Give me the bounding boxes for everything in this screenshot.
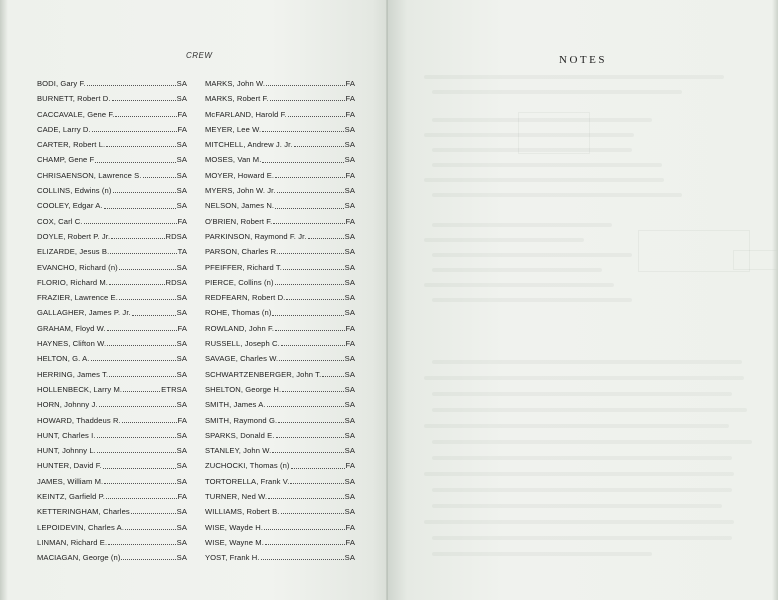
crew-name: PIERCE, Collins (n)	[205, 277, 274, 287]
show-through-line	[432, 163, 662, 167]
crew-entry	[37, 198, 187, 213]
dot-leader	[272, 452, 343, 453]
show-through-line	[424, 376, 744, 380]
crew-name: MARKS, Robert F.	[205, 94, 269, 104]
dot-leader	[109, 284, 164, 285]
show-through-line	[432, 440, 752, 444]
dot-leader	[125, 529, 176, 530]
crew-name: CHRISAENSON, Lawrence S.	[37, 170, 142, 180]
dot-leader	[91, 360, 176, 361]
crew-entry	[37, 367, 187, 382]
crew-entry	[37, 290, 187, 305]
crew-name: HOLLENBECK, Larry M.	[37, 384, 123, 394]
dot-leader	[132, 315, 176, 316]
crew-entry	[205, 367, 355, 382]
crew-rating: SA	[344, 140, 355, 150]
crew-name: HERRING, James T.	[37, 369, 109, 379]
crew-entry	[37, 458, 187, 473]
dot-leader	[322, 376, 343, 377]
dot-leader	[92, 131, 177, 132]
show-through-line	[424, 520, 734, 524]
show-through-box	[518, 112, 590, 154]
crew-rating: SA	[176, 461, 187, 471]
crew-name: FRAZIER, Lawrence E.	[37, 293, 118, 303]
crew-rating: SA	[176, 186, 187, 196]
crew-entry	[37, 504, 187, 519]
crew-rating: SA	[344, 201, 355, 211]
crew-name: MEYER, Lee W.	[205, 124, 262, 134]
crew-entry	[37, 351, 187, 366]
show-through-line	[432, 408, 747, 412]
crew-rating: SA	[344, 415, 355, 425]
crew-rating: SA	[344, 430, 355, 440]
dot-leader	[276, 437, 344, 438]
crew-entry	[205, 336, 355, 351]
crew-entry	[205, 428, 355, 443]
crew-rating: SA	[176, 94, 187, 104]
dot-leader	[275, 284, 344, 285]
dot-leader	[281, 513, 344, 514]
crew-name: PARKINSON, Raymond F. Jr.	[205, 231, 307, 241]
dot-leader	[267, 406, 344, 407]
crew-entry	[205, 504, 355, 519]
dot-leader	[282, 391, 343, 392]
dot-leader	[87, 85, 176, 86]
crew-name: MACIAGAN, George (n)	[37, 553, 121, 563]
dot-leader	[119, 299, 176, 300]
crew-name: HUNT, Charles I.	[37, 430, 96, 440]
crew-rating: SA	[344, 247, 355, 257]
crew-entry	[205, 382, 355, 397]
notes-heading: NOTES	[559, 54, 607, 66]
crew-name: RUSSELL, Joseph C.	[205, 339, 280, 349]
dot-leader	[104, 208, 176, 209]
dot-leader	[273, 223, 344, 224]
show-through-line	[432, 253, 632, 257]
dot-leader	[113, 192, 176, 193]
dot-leader	[122, 422, 177, 423]
crew-name: BODI, Gary F.	[37, 79, 86, 88]
crew-name: WISE, Wayne M.	[205, 537, 264, 547]
crew-rating: FA	[345, 170, 355, 180]
crew-name: GRAHAM, Floyd W.	[37, 323, 106, 333]
crew-entry	[205, 76, 355, 91]
crew-name: TORTORELLA, Frank V.	[205, 476, 290, 486]
crew-entry	[205, 550, 355, 565]
crew-name: HUNT, Johnny L.	[37, 446, 96, 456]
dot-leader	[266, 85, 344, 86]
crew-entry	[205, 91, 355, 106]
right-page	[388, 0, 778, 600]
crew-rating: RDSA	[165, 277, 187, 287]
crew-name: TURNER, Ned W.	[205, 492, 268, 502]
crew-rating: FA	[345, 537, 355, 547]
dot-leader	[106, 498, 177, 499]
crew-entry	[37, 260, 187, 275]
crew-rating: SA	[344, 124, 355, 134]
crew-rating: FA	[345, 216, 355, 226]
dot-leader	[268, 498, 343, 499]
crew-name: SHELTON, George H.	[205, 384, 282, 394]
crew-rating: SA	[344, 277, 355, 287]
crew-entry	[37, 336, 187, 351]
crew-entry	[37, 76, 187, 91]
crew-name: NELSON, James N.	[205, 201, 275, 211]
dot-leader	[278, 422, 343, 423]
crew-rating: FA	[345, 323, 355, 333]
crew-rating: SA	[344, 384, 355, 394]
crew-entry	[37, 168, 187, 183]
show-through-line	[432, 392, 732, 396]
crew-column-left	[37, 76, 187, 566]
crew-rating: SA	[344, 262, 355, 272]
crew-entry	[37, 489, 187, 504]
dot-leader	[84, 223, 177, 224]
dot-leader	[264, 529, 344, 530]
show-through-line	[432, 456, 732, 460]
crew-rating: FA	[345, 79, 355, 88]
crew-rating: FA	[177, 323, 187, 333]
crew-entry	[205, 443, 355, 458]
crew-name: GALLAGHER, James P. Jr.	[37, 308, 131, 318]
dot-leader	[103, 468, 176, 469]
dot-leader	[143, 177, 176, 178]
crew-name: KEINTZ, Garfield P.	[37, 492, 106, 502]
crew-rating: SA	[176, 446, 187, 456]
crew-entry	[37, 137, 187, 152]
crew-name: SAVAGE, Charles W.	[205, 354, 279, 364]
crew-entry	[205, 397, 355, 412]
crew-entry	[205, 229, 355, 244]
crew-name: HORN, Johnny J.	[37, 400, 98, 410]
crew-name: COOLEY, Edgar A.	[37, 201, 103, 211]
show-through-line	[432, 90, 682, 94]
crew-entry	[205, 183, 355, 198]
crew-name: SCHWARTZENBERGER, John T.	[205, 369, 322, 379]
crew-name: CADE, Larry D.	[37, 124, 91, 134]
crew-rating: SA	[344, 553, 355, 563]
dot-leader	[104, 483, 175, 484]
crew-entry	[37, 520, 187, 535]
crew-name: ELIZARDE, Jesus B.	[37, 247, 110, 257]
crew-entry	[205, 244, 355, 259]
crew-entry	[37, 107, 187, 122]
dot-leader	[262, 131, 343, 132]
dot-leader	[112, 100, 176, 101]
crew-entry	[205, 413, 355, 428]
crew-entry	[205, 137, 355, 152]
crew-rating: SA	[344, 354, 355, 364]
crew-name: MOSES, Van M.	[205, 155, 262, 165]
crew-entry	[205, 290, 355, 305]
crew-entry	[205, 351, 355, 366]
crew-rating: SA	[344, 369, 355, 379]
crew-rating: FA	[345, 522, 355, 532]
crew-name: DOYLE, Robert P. Jr.	[37, 231, 111, 241]
crew-entry	[37, 397, 187, 412]
dot-leader	[308, 238, 344, 239]
crew-rating: SA	[344, 400, 355, 410]
crew-name: MARKS, John W.	[205, 79, 266, 88]
show-through-line	[424, 75, 724, 79]
crew-rating: FA	[345, 461, 355, 471]
crew-rating: SA	[344, 231, 355, 241]
show-through-line	[432, 193, 682, 197]
dot-leader	[119, 269, 176, 270]
crew-rating: SA	[176, 354, 187, 364]
crew-entry	[205, 168, 355, 183]
crew-name: PARSON, Charles R.	[205, 247, 279, 257]
dot-leader	[111, 238, 164, 239]
crew-rating: FA	[345, 109, 355, 119]
crew-rating: SA	[344, 446, 355, 456]
crew-entry	[37, 214, 187, 229]
crew-rating: SA	[344, 476, 355, 486]
dot-leader	[131, 513, 176, 514]
crew-rating: FA	[345, 339, 355, 349]
crew-name: COX, Carl C.	[37, 216, 83, 226]
dot-leader	[290, 483, 343, 484]
show-through-line	[432, 552, 652, 556]
crew-entry	[205, 122, 355, 137]
show-through-line	[432, 298, 632, 302]
crew-rating: FA	[345, 94, 355, 104]
crew-column-right	[205, 76, 355, 566]
crew-entry	[205, 321, 355, 336]
crew-name: HOWARD, Thaddeus R.	[37, 415, 121, 425]
crew-rating: FA	[177, 216, 187, 226]
crew-name: PFEIFFER, Richard T.	[205, 262, 282, 272]
dot-leader	[123, 391, 160, 392]
dot-leader	[294, 146, 344, 147]
crew-name: REDFEARN, Robert D.	[205, 293, 286, 303]
crew-entry	[37, 91, 187, 106]
crew-entry	[37, 413, 187, 428]
crew-rating: SA	[176, 170, 187, 180]
dot-leader	[275, 208, 344, 209]
crew-name: SMITH, Raymond G.	[205, 415, 278, 425]
show-through-line	[432, 504, 722, 508]
show-through-line	[432, 536, 732, 540]
crew-rating: SA	[344, 186, 355, 196]
crew-rating: SA	[344, 293, 355, 303]
crew-name: HAYNES, Clifton W.	[37, 339, 107, 349]
crew-entry	[37, 535, 187, 550]
crew-rating: RDSA	[165, 231, 187, 241]
dot-leader	[286, 299, 343, 300]
dot-leader	[283, 269, 344, 270]
crew-rating: SA	[176, 369, 187, 379]
crew-rating: SA	[176, 553, 187, 563]
crew-entry	[37, 122, 187, 137]
dot-leader	[272, 315, 343, 316]
dot-leader	[275, 177, 344, 178]
crew-rating: SA	[176, 507, 187, 517]
crew-entry	[37, 382, 187, 397]
crew-name: McFARLAND, Harold F.	[205, 109, 287, 119]
crew-rating: SA	[176, 262, 187, 272]
crew-rating: SA	[176, 140, 187, 150]
crew-entry	[205, 535, 355, 550]
crew-name: STANLEY, John W.	[205, 446, 272, 456]
crew-name: ROHE, Thomas (n)	[205, 308, 272, 318]
dot-leader	[110, 253, 176, 254]
crew-entry	[37, 321, 187, 336]
crew-name: ZUCHOCKI, Thomas (n)	[205, 461, 290, 471]
crew-heading: CREW	[186, 51, 213, 60]
crew-entry	[205, 107, 355, 122]
crew-entry	[37, 183, 187, 198]
dot-leader	[279, 253, 343, 254]
crew-name: CACCAVALE, Gene F.	[37, 109, 115, 119]
dot-leader	[106, 146, 175, 147]
dot-leader	[107, 345, 175, 346]
left-page	[0, 0, 388, 600]
crew-name: SPARKS, Donald E.	[205, 430, 275, 440]
crew-entry	[205, 489, 355, 504]
crew-entry	[37, 229, 187, 244]
crew-name: HELTON, G. A.	[37, 354, 90, 364]
dot-leader	[261, 559, 344, 560]
crew-entry	[37, 275, 187, 290]
crew-name: FLORIO, Richard M.	[37, 277, 109, 287]
crew-name: HUNTER, David F.	[37, 461, 102, 471]
crew-rating: FA	[177, 415, 187, 425]
crew-rating: FA	[177, 492, 187, 502]
crew-entry	[205, 520, 355, 535]
crew-name: JAMES, William M.	[37, 476, 104, 486]
crew-rating: SA	[344, 155, 355, 165]
crew-name: LINMAN, Richard E.	[37, 537, 108, 547]
crew-name: LEPOIDEVIN, Charles A.	[37, 522, 125, 532]
crew-rating: SA	[176, 537, 187, 547]
crew-name: COLLINS, Edwins (n)	[37, 186, 112, 196]
crew-name: MOYER, Howard E.	[205, 170, 275, 180]
crew-rating: SA	[176, 308, 187, 318]
crew-entry	[205, 474, 355, 489]
crew-rating: SA	[176, 79, 187, 88]
page-edge-shadow	[0, 0, 8, 600]
crew-rating: SA	[176, 155, 187, 165]
dot-leader	[277, 192, 344, 193]
crew-entry	[37, 443, 187, 458]
crew-rating: SA	[176, 339, 187, 349]
crew-name: O'BRIEN, Robert F.	[205, 216, 273, 226]
crew-entry	[37, 305, 187, 320]
crew-rating: FA	[177, 109, 187, 119]
dot-leader	[288, 116, 345, 117]
crew-rating: SA	[344, 507, 355, 517]
dot-leader	[279, 360, 343, 361]
crew-name: WILLIAMS, Robert B.	[205, 507, 280, 517]
crew-rating: FA	[177, 124, 187, 134]
show-through-line	[432, 360, 742, 364]
dot-leader	[97, 452, 176, 453]
crew-entry	[37, 550, 187, 565]
crew-entry	[37, 152, 187, 167]
crew-name: BURNETT, Robert D.	[37, 94, 111, 104]
crew-entry	[205, 458, 355, 473]
dot-leader	[281, 345, 345, 346]
crew-entry	[37, 474, 187, 489]
crew-rating: SA	[176, 476, 187, 486]
crew-name: WISE, Wayde H.	[205, 522, 264, 532]
crew-name: KETTERINGHAM, Charles	[37, 507, 130, 517]
show-through-line	[424, 424, 729, 428]
crew-name: CHAMP, Gene F	[37, 155, 95, 165]
crew-rating: SA	[344, 308, 355, 318]
dot-leader	[97, 437, 176, 438]
dot-leader	[95, 162, 175, 163]
dot-leader	[99, 406, 176, 407]
dot-leader	[265, 544, 345, 545]
dot-leader	[115, 116, 176, 117]
page-edge-shadow	[772, 0, 778, 600]
crew-rating: SA	[344, 492, 355, 502]
crew-name: SMITH, James A.	[205, 400, 266, 410]
crew-entry	[205, 305, 355, 320]
show-through-line	[424, 283, 614, 287]
crew-name: MYERS, John W. Jr.	[205, 186, 276, 196]
crew-entry	[205, 260, 355, 275]
dot-leader	[270, 100, 345, 101]
dot-leader	[275, 330, 344, 331]
crew-rating: ETRSA	[161, 384, 187, 394]
crew-name: EVANCHO, Richard (n)	[37, 262, 118, 272]
dot-leader	[109, 376, 175, 377]
crew-name: MITCHELL, Andrew J. Jr.	[205, 140, 293, 150]
crew-entry	[37, 428, 187, 443]
show-through-line	[432, 223, 612, 227]
crew-rating: SA	[176, 293, 187, 303]
crew-entry	[205, 198, 355, 213]
crew-entry	[205, 214, 355, 229]
dot-leader	[121, 559, 175, 560]
dot-leader	[108, 544, 175, 545]
dot-leader	[262, 162, 343, 163]
crew-rating: SA	[176, 201, 187, 211]
crew-rating: SA	[176, 522, 187, 532]
crew-entry	[205, 152, 355, 167]
dot-leader	[291, 468, 345, 469]
show-through-line	[432, 488, 732, 492]
crew-entry	[37, 244, 187, 259]
show-through-line	[424, 472, 734, 476]
show-through-line	[424, 238, 584, 242]
crew-name: ROWLAND, John F.	[205, 323, 275, 333]
crew-rating: TA	[177, 247, 187, 257]
crew-rating: SA	[176, 400, 187, 410]
dot-leader	[107, 330, 177, 331]
show-through-line	[432, 268, 602, 272]
crew-name: CARTER, Robert L.	[37, 140, 106, 150]
crew-entry	[205, 275, 355, 290]
crew-rating: SA	[176, 430, 187, 440]
show-through-line	[424, 178, 664, 182]
crew-name: YOST, Frank H.	[205, 553, 260, 563]
